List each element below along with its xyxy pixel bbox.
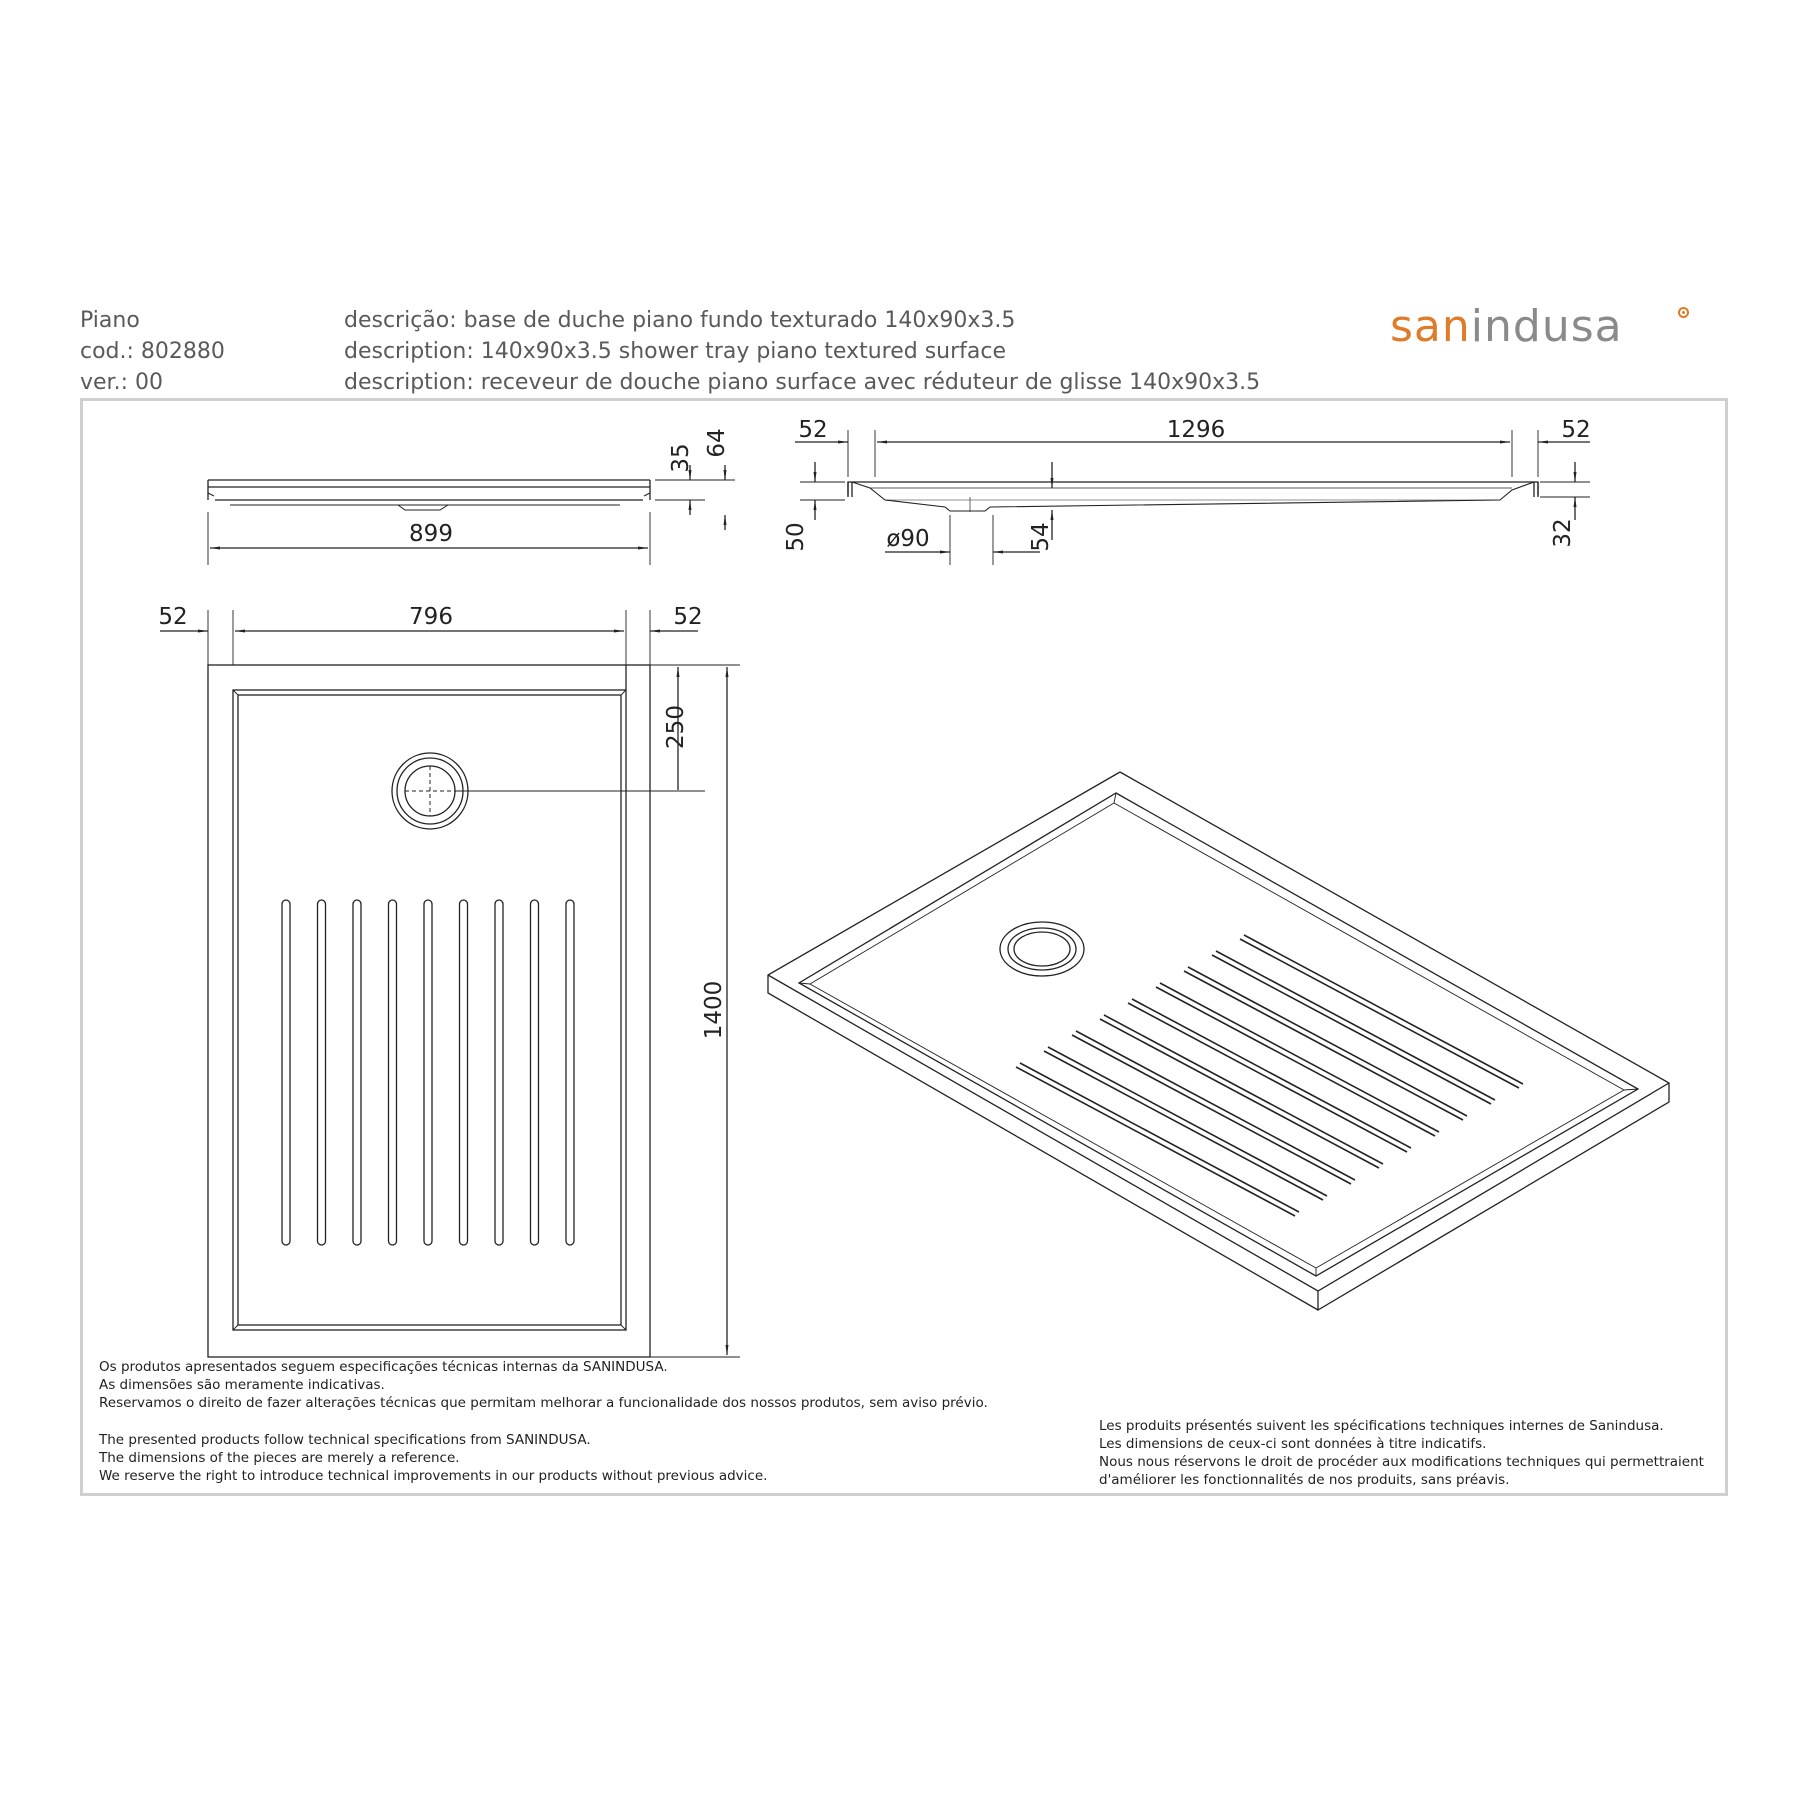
dim-plan-flange-right: 52 [673, 604, 703, 630]
dim-long-flange-right: 52 [1561, 417, 1591, 443]
plan-drain-grooves [282, 900, 574, 1245]
side-view [208, 465, 735, 565]
dim-plan-flange-left: 52 [158, 604, 188, 630]
product-code: cod.: 802880 [80, 339, 225, 364]
dim-drain-diameter: ø90 [886, 526, 930, 552]
plan-groove [318, 900, 326, 1245]
dim-side-height-total: 64 [704, 428, 730, 458]
note-line: Reservamos o direito de fazer alterações técnicas que permitam melhorar a funcionalidade dos nossos produtos, sem aviso prévio. [99, 1395, 988, 1411]
dim-drain-depth: 54 [1028, 522, 1054, 552]
note-line: The presented products follow technical specifications from SANINDUSA. [99, 1432, 591, 1448]
note-line: The dimensions of the pieces are merely a reference. [99, 1450, 460, 1466]
plan-groove [389, 900, 397, 1245]
isometric-groove [1212, 951, 1495, 1104]
note-line: Les dimensions de ceux-ci sont données à titre indicatifs. [1099, 1436, 1487, 1452]
product-name: Piano [80, 308, 140, 333]
note-line: Les produits présentés suivent les spécifications techniques internes de Sanindusa. [1099, 1418, 1664, 1434]
dim-side-width: 899 [409, 521, 453, 547]
plan-view [160, 610, 740, 1357]
dim-plan-length: 1400 [701, 980, 727, 1040]
note-line: d'améliorer les fonctionnalités de nos produits, sans préavis. [1099, 1472, 1510, 1488]
note-line: Os produtos apresentados seguem especificações técnicas internas da SANINDUSA. [99, 1359, 668, 1375]
dim-long-inner: 1296 [1166, 417, 1226, 443]
plan-groove [531, 900, 539, 1245]
logo-part-san: san [1390, 301, 1471, 352]
logo-part-indusa: indusa [1470, 301, 1623, 352]
notes-english [99, 1431, 767, 1485]
plan-groove [460, 900, 468, 1245]
description-pt: descrição: base de duche piano fundo texturado 140x90x3.5 [344, 308, 1016, 333]
isometric-groove [1128, 999, 1411, 1152]
isometric-groove [1184, 967, 1467, 1120]
note-line: As dimensões são meramente indicativas. [99, 1377, 385, 1393]
product-version: ver.: 00 [80, 370, 163, 395]
notes-french [1099, 1417, 1704, 1489]
description-en: description: 140x90x3.5 shower tray piano textured surface [344, 339, 1007, 364]
plan-groove [566, 900, 574, 1245]
plan-groove [495, 900, 503, 1245]
dim-long-height-left: 50 [783, 522, 809, 552]
isometric-groove [1240, 935, 1523, 1088]
isometric-groove [1100, 1015, 1383, 1168]
isometric-drain-grooves [1016, 935, 1523, 1216]
isometric-groove [1016, 1063, 1299, 1216]
plan-groove [424, 900, 432, 1245]
plan-groove [353, 900, 361, 1245]
dim-long-height-right: 32 [1550, 518, 1576, 548]
note-line: We reserve the right to introduce technical improvements in our products without previous advice. [99, 1468, 768, 1484]
dim-plan-inner-width: 796 [409, 604, 453, 630]
description-fr: description: receveur de douche piano surface avec réduteur de glisse 140x90x3.5 [344, 370, 1261, 395]
note-line: Nous nous réservons le droit de procéder aux modifications techniques qui permettraient [1099, 1454, 1704, 1470]
dim-side-height-top: 35 [668, 443, 694, 473]
dim-long-flange-left: 52 [798, 417, 828, 443]
notes-portuguese [99, 1358, 988, 1412]
plan-groove [282, 900, 290, 1245]
isometric-view [768, 772, 1669, 1310]
isometric-groove [1156, 983, 1439, 1136]
dim-drain-offset: 250 [663, 705, 689, 749]
